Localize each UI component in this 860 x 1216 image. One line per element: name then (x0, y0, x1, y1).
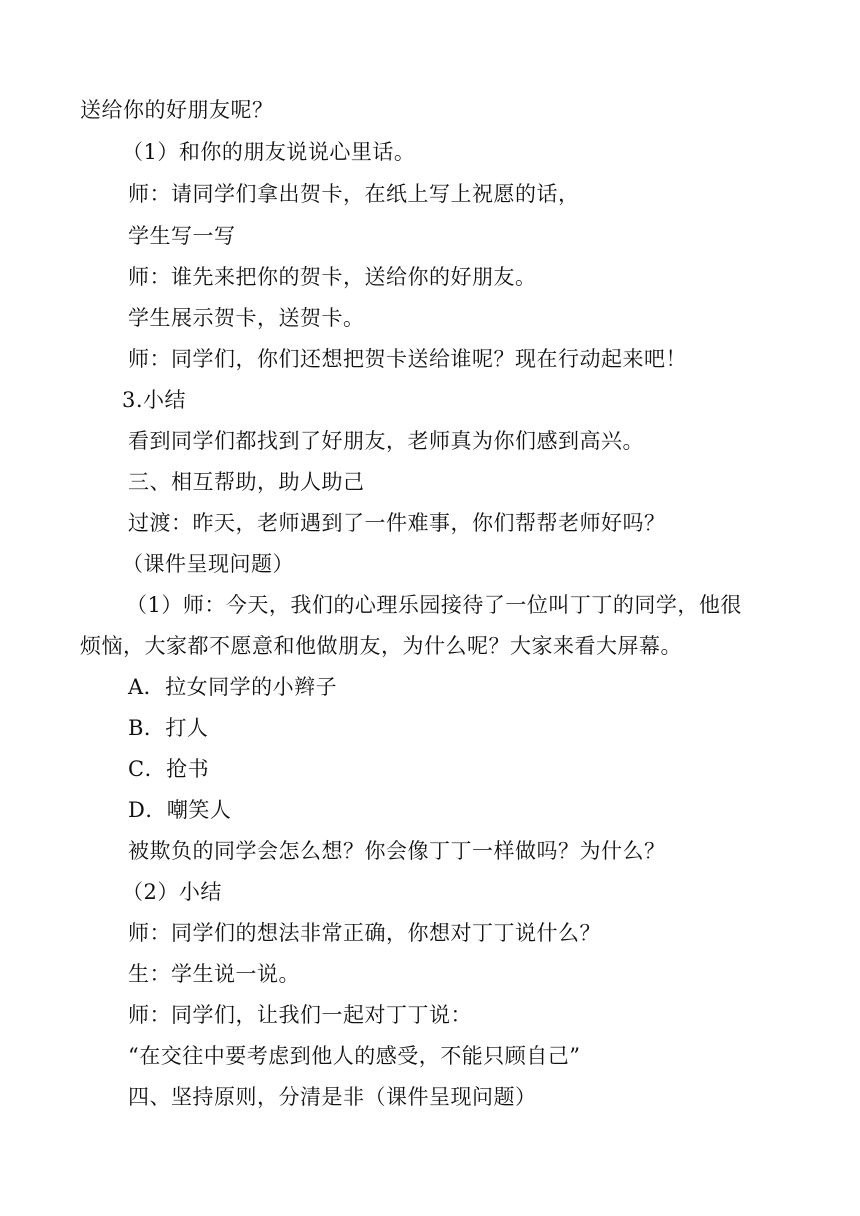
text-line: （2）小结 (122, 880, 222, 904)
text-line: 过渡：昨天，老师遇到了一件难事，你们帮帮老师好吗？ (128, 511, 666, 535)
text-line: 送给你的好朋友呢？ (80, 98, 274, 122)
text-line: 被欺负的同学会怎么想？你会像丁丁一样做吗？为什么？ (128, 839, 666, 863)
list-item: D．嘲笑人 (128, 798, 232, 822)
text-line: 学生写一写 (128, 224, 236, 248)
text-line: 师：请同学们拿出贺卡，在纸上写上祝愿的话， (128, 182, 580, 206)
text-line: （1）和你的朋友说说心里话。 (122, 140, 416, 164)
text-line: 烦恼，大家都不愿意和他做朋友，为什么呢？大家来看大屏幕。 (80, 634, 682, 658)
text-line: （1）师：今天，我们的心理乐园接待了一位叫丁丁的同学，他很 (126, 593, 742, 617)
list-item: A．拉女同学的小辫子 (128, 675, 338, 699)
list-item: C．抢书 (128, 757, 210, 781)
text-line: 学生展示贺卡，送贺卡。 (128, 306, 365, 330)
text-line: 生：学生说一说。 (128, 962, 300, 986)
text-line: 3.小结 (122, 388, 187, 412)
section-heading: 三、相互帮助，助人助己 (128, 470, 365, 494)
text-line: 师：同学们，你们还想把贺卡送给谁呢？现在行动起来吧！ (128, 347, 687, 371)
section-heading: 四、坚持原则，分清是非（课件呈现问题） (128, 1085, 537, 1109)
text-line: 看到同学们都找到了好朋友，老师真为你们感到高兴。 (128, 429, 644, 453)
text-line: 师：同学们的想法非常正确，你想对丁丁说什么？ (128, 921, 601, 945)
list-item: B．打人 (128, 716, 209, 740)
text-line: 师：谁先来把你的贺卡，送给你的好朋友。 (128, 265, 537, 289)
text-line: （课件呈现问题） (122, 552, 294, 576)
text-line: 师：同学们，让我们一起对丁丁说： (128, 1003, 472, 1027)
text-line: “在交往中要考虑到他人的感受，不能只顾自己” (128, 1044, 581, 1068)
